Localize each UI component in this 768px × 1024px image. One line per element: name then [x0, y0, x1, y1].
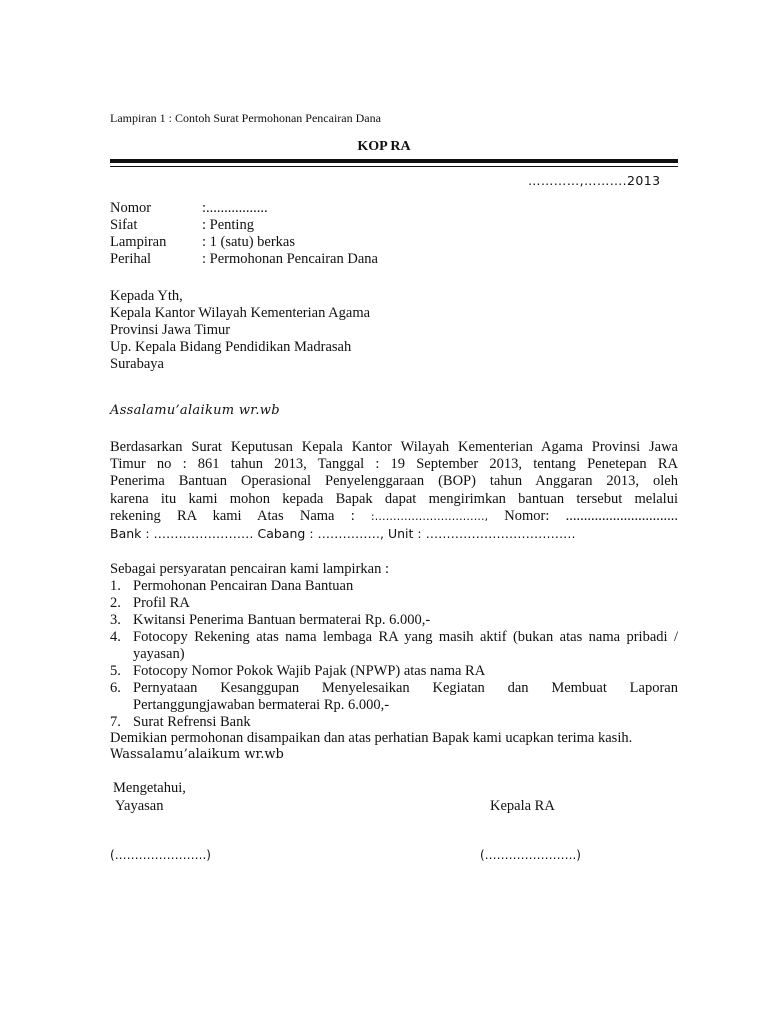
- meta-key: Nomor: [110, 200, 152, 216]
- account-name-label: rekening RA kami Atas Nama :: [110, 507, 355, 524]
- body-line: Timur no : 861 tahun 2013, Tanggal : 19 September 2013, tentang Penetepan RA: [110, 456, 678, 473]
- recipient-line: Kepala Kantor Wilayah Kementerian Agama: [110, 305, 371, 321]
- attachment-caption: Lampiran 1 : Contoh Surat Permohonan Pencairan Dana: [110, 111, 381, 125]
- list-item: [110, 578, 678, 595]
- list-text: Permohonan Pencairan Dana Bantuan: [133, 578, 354, 594]
- farewell: Wassalamu’alaikum wr.wb: [110, 747, 284, 762]
- list-number: 6.: [110, 680, 121, 696]
- requirements-list: [110, 578, 678, 731]
- list-text: Pernyataan Kesanggupan Menyelesaikan Kegiatan dan Membuat Laporan Pertanggungjawaban bermaterai Rp. 6.000,-: [133, 680, 678, 713]
- list-text: Profil RA: [133, 595, 190, 611]
- requirements-intro: Sebagai persyaratan pencairan kami lampirkan :: [110, 561, 390, 577]
- letterhead-rule-thin: [110, 166, 678, 167]
- signatory-head: Kepala RA: [490, 798, 555, 814]
- acknowledged-label: Mengetahui,: [113, 780, 186, 796]
- meta-value: : 1 (satu) berkas: [202, 234, 296, 250]
- body-line-bank: Bank : …………………… Cabang : ……………, Unit : ………………………………: [110, 525, 576, 541]
- meta-key: Sifat: [110, 217, 138, 233]
- letter-date: …………,……….2013: [528, 173, 661, 188]
- recipient-line: Up. Kepala Bidang Pendidikan Madrasah: [110, 339, 352, 355]
- list-item: [110, 714, 678, 731]
- body-line-account: [110, 508, 678, 525]
- list-text: Fotocopy Rekening atas nama lembaga RA yang masih aktif (bukan atas nama pribadi / yayasan): [133, 629, 678, 662]
- body-line: Berdasarkan Surat Keputusan Kepala Kantor Wilayah Kementerian Agama Provinsi Jawa: [110, 439, 678, 455]
- signature-blank-head: (…………………..): [480, 848, 581, 862]
- account-name-blank: :…………………………,: [354, 509, 505, 523]
- list-number: 1.: [110, 578, 121, 594]
- meta-key: Lampiran: [110, 234, 167, 250]
- signatory-foundation: Yayasan: [115, 798, 164, 814]
- list-item: [110, 595, 678, 612]
- body-paragraph: [110, 439, 678, 542]
- list-number: 7.: [110, 714, 121, 730]
- closing-sentence: Demikian permohonan disampaikan dan atas perhatian Bapak kami ucapkan terima kasih.: [110, 730, 633, 746]
- recipient-line: Surabaya: [110, 356, 164, 372]
- recipient-line: Kepada Yth,: [110, 288, 183, 304]
- signature-blank-foundation: (…………………..): [110, 848, 211, 862]
- meta-value: :.................: [202, 200, 268, 216]
- list-number: 3.: [110, 612, 121, 628]
- greeting: Assalamu’alaikum wr.wb: [110, 403, 280, 418]
- list-item: [110, 663, 678, 680]
- meta-value: : Permohonan Pencairan Dana: [202, 251, 378, 267]
- list-number: 4.: [110, 629, 121, 645]
- body-line: karena itu kami mohon kepada Bapak dapat mengirimkan bantuan tersebut melalui: [110, 490, 678, 507]
- list-text: Fotocopy Nomor Pokok Wajib Pajak (NPWP) atas nama RA: [133, 663, 486, 679]
- body-line: Penerima Bantuan Operasional Penyelenggaraan (BOP) tahun Anggaran 2013, oleh: [110, 473, 678, 490]
- list-text: Surat Refrensi Bank: [133, 714, 251, 730]
- meta-key: Perihal: [110, 251, 152, 267]
- letterhead-rule-thick: [110, 159, 678, 163]
- list-number: 5.: [110, 663, 121, 679]
- recipient-line: Provinsi Jawa Timur: [110, 322, 231, 338]
- account-number-label: Nomor: ...............................: [504, 507, 679, 524]
- meta-value: : Penting: [202, 217, 254, 233]
- list-item: [110, 629, 678, 663]
- list-number: 2.: [110, 595, 121, 611]
- letterhead-title: KOP RA: [357, 139, 411, 154]
- list-item: [110, 612, 678, 629]
- list-item: [110, 680, 678, 714]
- list-text: Kwitansi Penerima Bantuan bermaterai Rp. 6.000,-: [133, 612, 431, 628]
